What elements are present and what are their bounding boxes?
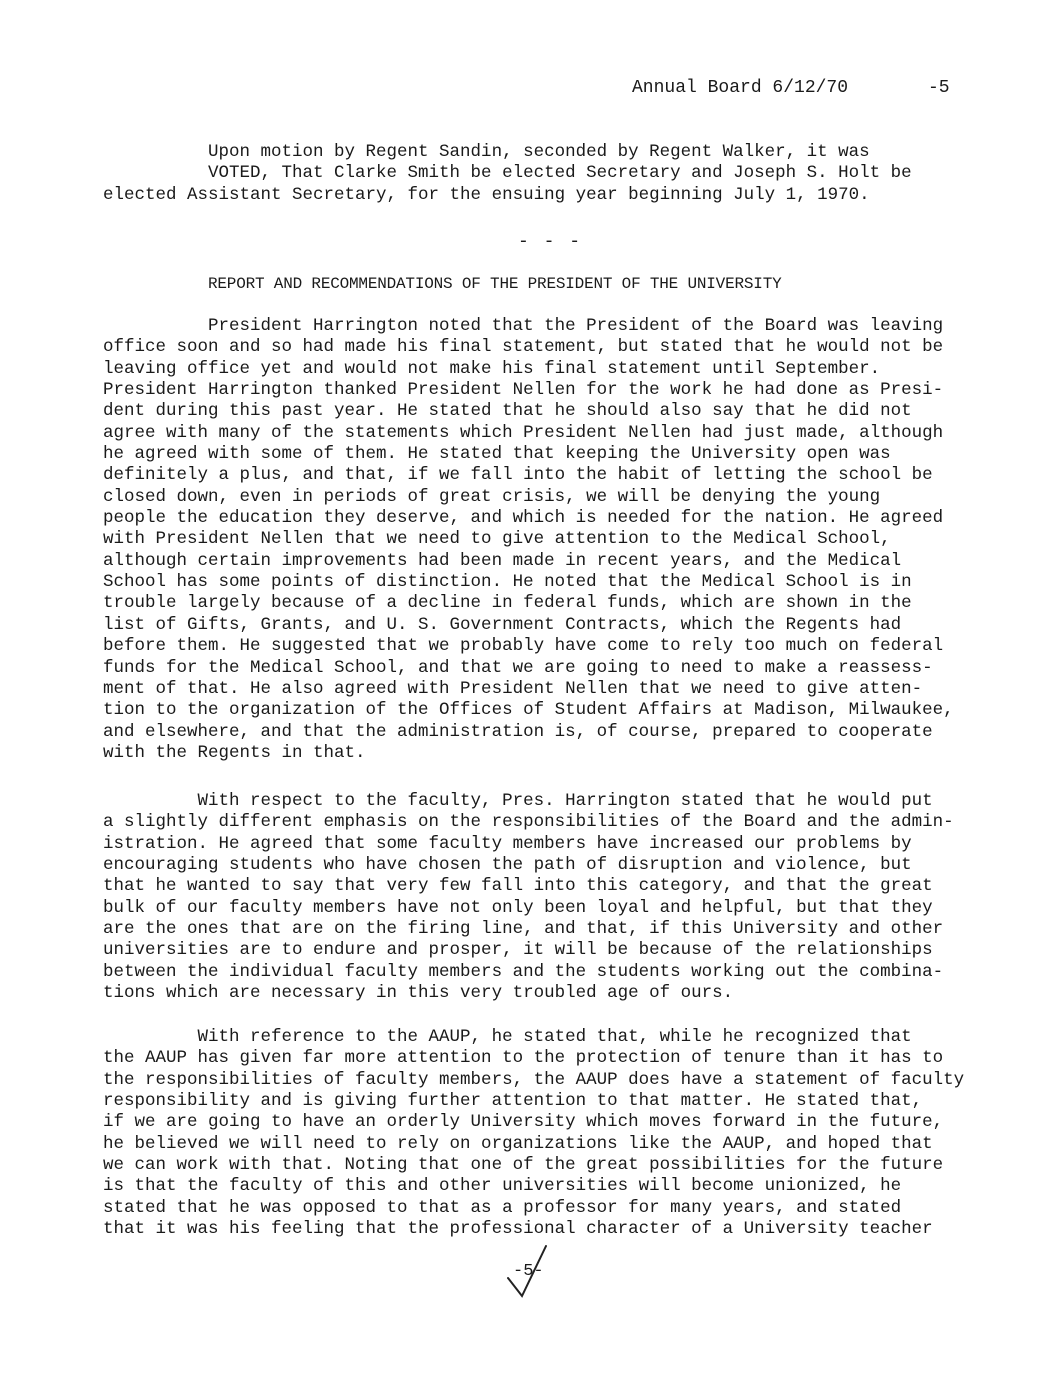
motion-line: elected Assistant Secretary, for the ensuing year beginning July 1, 1970.	[103, 184, 870, 205]
text-line: responsibility and is giving further attention to that matter. He stated that,	[103, 1091, 923, 1112]
text-line: office soon and so had made his final statement, but stated that he would not be	[103, 337, 944, 358]
text-line: With reference to the AAUP, he stated that, while he recognized that	[103, 1027, 912, 1047]
motion-paragraph	[103, 142, 963, 206]
text-line: President Harrington noted that the President of the Board was leaving	[103, 316, 944, 336]
paragraph-president-report	[103, 316, 963, 764]
section-separator: - - -	[518, 232, 583, 252]
paragraph-faculty	[103, 791, 963, 1004]
text-line: agree with many of the statements which President Nellen had just made, although	[103, 422, 944, 443]
text-line: we can work with that. Noting that one of the great possibilities for the future	[103, 1155, 944, 1176]
text-line: that he wanted to say that very few fall into this category, and that the great	[103, 876, 933, 897]
text-line: with President Nellen that we need to give attention to the Medical School,	[103, 529, 891, 550]
text-line: he believed we will need to rely on organizations like the AAUP, and hoped that	[103, 1133, 933, 1154]
text-line: people the education they deserve, and which is needed for the nation. He agreed	[103, 508, 944, 529]
text-line: that it was his feeling that the professional character of a University teacher	[103, 1219, 933, 1240]
text-line: bulk of our faculty members have not only been loyal and helpful, but that they	[103, 897, 933, 918]
text-line: School has some points of distinction. He noted that the Medical School is in	[103, 572, 912, 593]
text-line: funds for the Medical School, and that we are going to need to make a reassess-	[103, 657, 933, 678]
text-line: istration. He agreed that some faculty members have increased our problems by	[103, 833, 912, 854]
text-line: With respect to the faculty, Pres. Harrington stated that he would put	[103, 791, 933, 811]
text-line: leaving office yet and would not make his final statement until September.	[103, 358, 881, 379]
text-line: is that the faculty of this and other universities will become unionized, he	[103, 1176, 902, 1197]
text-line: and elsewhere, and that the administration is, of course, prepared to cooperate	[103, 721, 933, 742]
motion-line: Upon motion by Regent Sandin, seconded by Regent Walker, it was	[103, 142, 870, 162]
page-number: -5	[928, 78, 950, 98]
text-line: between the individual faculty members and the students working out the combina-	[103, 961, 944, 982]
text-line: ment of that. He also agreed with President Nellen that we need to give atten-	[103, 678, 923, 699]
text-line: encouraging students who have chosen the path of disruption and violence, but	[103, 855, 912, 876]
motion-line: VOTED, That Clarke Smith be elected Secretary and Joseph S. Holt be	[103, 163, 912, 184]
text-line: the AAUP has given far more attention to the protection of tenure than it has to	[103, 1048, 944, 1069]
text-line: before them. He suggested that we probably have come to rely too much on federal	[103, 636, 944, 657]
text-line: definitely a plus, and that, if we fall into the habit of letting the school be	[103, 465, 933, 486]
text-line: if we are going to have an orderly University which moves forward in the future,	[103, 1112, 944, 1133]
text-line: the responsibilities of faculty members, the AAUP does have a statement of faculty	[103, 1069, 965, 1090]
footer-page-mark: -5-	[513, 1262, 544, 1281]
text-line: list of Gifts, Grants, and U. S. Government Contracts, which the Regents had	[103, 614, 902, 635]
text-line: with the Regents in that.	[103, 742, 366, 763]
handwritten-check-mark	[500, 1244, 560, 1304]
text-line: closed down, even in periods of great crisis, we will be denying the young	[103, 486, 881, 507]
text-line: tion to the organization of the Offices of Student Affairs at Madison, Milwaukee,	[103, 700, 954, 721]
text-line: universities are to endure and prosper, it will be because of the relationships	[103, 940, 933, 961]
text-line: a slightly different emphasis on the responsibilities of the Board and the admin-	[103, 812, 954, 833]
text-line: although certain improvements had been made in recent years, and the Medical	[103, 550, 902, 571]
text-line: stated that he was opposed to that as a professor for many years, and stated	[103, 1197, 902, 1218]
document-header: Annual Board 6/12/70	[632, 78, 849, 98]
section-title: REPORT AND RECOMMENDATIONS OF THE PRESIDENT OF THE UNIVERSITY	[208, 275, 782, 293]
paragraph-aaup	[103, 1027, 963, 1240]
text-line: tions which are necessary in this very troubled age of ours.	[103, 983, 734, 1004]
text-line: dent during this past year. He stated that he should also say that he did not	[103, 401, 912, 422]
text-line: he agreed with some of them. He stated that keeping the University open was	[103, 444, 891, 465]
text-line: are the ones that are on the firing line, and that, if this University and other	[103, 919, 944, 940]
text-line: President Harrington thanked President Nellen for the work he had done as Presi-	[103, 380, 944, 401]
text-line: trouble largely because of a decline in federal funds, which are shown in the	[103, 593, 912, 614]
